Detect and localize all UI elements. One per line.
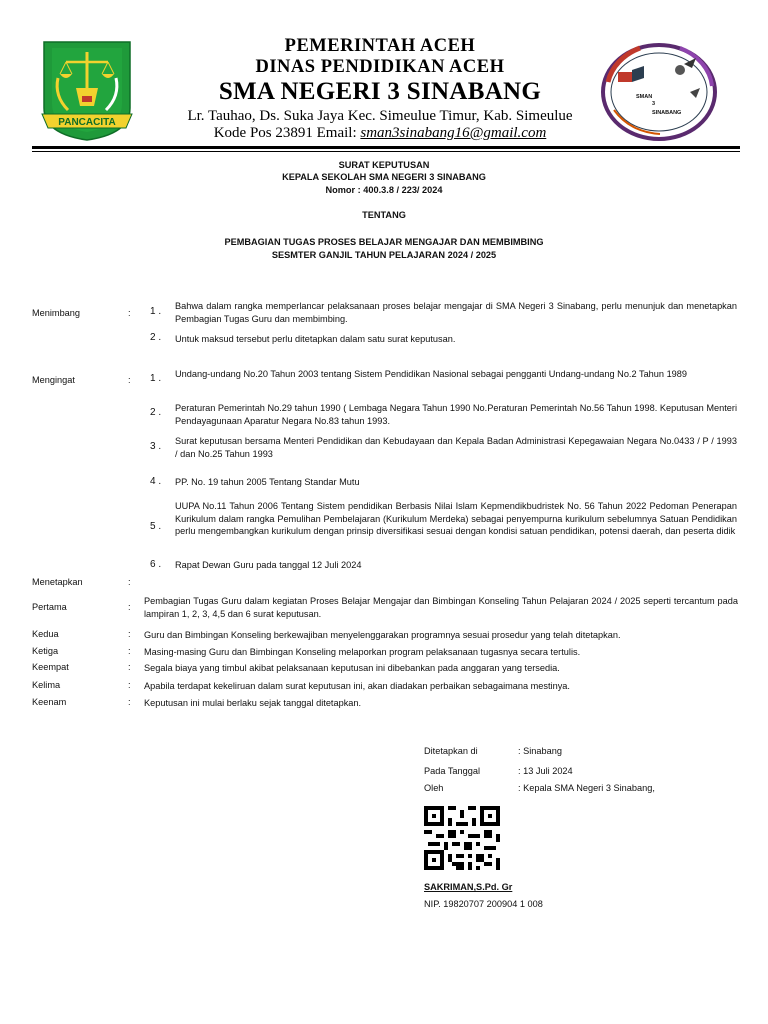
menimbang-label: Menimbang	[32, 308, 81, 318]
school-logo-text-3: SINABANG	[652, 110, 682, 116]
school-email: sman3sinabang16@gmail.com	[360, 125, 547, 141]
mengingat-text-2: Peraturan Pemerintah No.29 tahun 1990 ( Lembaga Negara Tahun 1990 No.Peraturan Pemerintah No.56 Tahun 1998. Keputusan Menteri Pendayagunaan Aparatur Negara No.83 tahun 1993.	[175, 403, 737, 426]
school-logo-text-1: SMAN	[636, 94, 653, 100]
doc-issuer: KEPALA SEKOLAH SMA NEGERI 3 SINABANG	[282, 172, 486, 182]
decision-colon-6: :	[128, 697, 131, 707]
sig-place-value: : Sinabang	[518, 746, 562, 756]
mengingat-text-6: Rapat Dewan Guru pada tanggal 12 Juli 2024	[175, 560, 362, 570]
school-logo	[600, 42, 718, 142]
letterhead-line-1: PEMERINTAH ACEH	[284, 36, 476, 56]
decision-label-1: Pertama	[32, 602, 67, 612]
decision-colon-2: :	[128, 629, 131, 639]
menimbang-text-1: Bahwa dalam rangka memperlancar pelaksanaan proses belajar mengajar di SMA Negeri 3 Sinabang, perlu menunjuk dan menetapkan Pembagian Tugas Guru dan membimbing.	[175, 301, 737, 324]
signatory-nip: NIP. 19820707 200904 1 008	[424, 899, 543, 909]
mengingat-text-4: PP. No. 19 tahun 2005 Tentang Standar Mutu	[175, 477, 360, 487]
doc-number: Nomor : 400.3.8 / 223/ 2024	[325, 185, 443, 195]
menetapkan-colon: :	[128, 577, 131, 587]
decision-label-5: Kelima	[32, 680, 61, 690]
mengingat-text-5: UUPA No.11 Tahun 2006 Tentang Sistem pendidikan Berbasis Nilai Islam Kepmendikbudristek No. 56 Tahun 2022 Pedoman Penerapan Kurikulum dalam rangka Pemulihan Pembelajaran (Kurikulum Merdeka) sebagai penyempurna kurikulum sebelumnya Satuan Pendidikan perlu mengembangkan kurikulum dengan prinsip diversifikasi sesuai dengan kondisi satuan pendidikan, potensi daerah, dan peserta didik	[175, 501, 737, 536]
doc-type: SURAT KEPUTUSAN	[338, 160, 430, 170]
sig-date-label: Pada Tanggal	[424, 766, 481, 776]
decision-text-2: Guru dan Bimbingan Konseling berkewajiban menyelenggarakan programnya sesuai prosedur yang telah ditetapkan.	[144, 630, 621, 640]
sig-by-value: : Kepala SMA Negeri 3 Sinabang,	[518, 783, 655, 793]
menimbang-colon: :	[128, 308, 131, 318]
decision-text-3: Masing-masing Guru dan Bimbingan Konseling melaporkan program pelaksanaan tugasnya secara tertulis.	[144, 647, 581, 657]
letterhead-rule-thick	[32, 146, 740, 149]
signatory-name: SAKRIMAN,S.Pd. Gr	[424, 882, 513, 892]
sig-date-value: : 13 Juli 2024	[518, 766, 573, 776]
decision-label-4: Keempat	[32, 662, 69, 672]
menetapkan-label: Menetapkan	[32, 577, 83, 587]
mengingat-num-1: 1 .	[150, 373, 162, 384]
decision-label-3: Ketiga	[32, 646, 59, 656]
decision-text-1: Pembagian Tugas Guru dalam kegiatan Proses Belajar Mengajar dan Bimbingan Konseling Tahun Pelajaran 2024 / 2025 seperti tercantum pada lampiran 1, 2, 3, 4,5 dan 6 surat keputusan.	[144, 596, 738, 619]
menimbang-num-1: 1 .	[150, 306, 162, 317]
mengingat-colon: :	[128, 375, 131, 385]
postal-email-line	[150, 125, 610, 142]
decision-label-2: Kedua	[32, 629, 59, 639]
mengingat-num-6: 6 .	[150, 559, 162, 570]
menimbang-num-2: 2 .	[150, 332, 162, 343]
decision-text-4: Segala biaya yang timbul akibat pelaksanaan keputusan ini dibebankan pada anggaran yang tersedia.	[144, 663, 560, 673]
letterhead-rule-thin	[32, 151, 740, 152]
sig-by-label: Oleh	[424, 783, 444, 793]
decision-colon-1: :	[128, 602, 131, 612]
doc-subject-1: PEMBAGIAN TUGAS PROSES BELAJAR MENGAJAR DAN MEMBIMBING	[224, 237, 544, 247]
decision-label-6: Keenam	[32, 697, 67, 707]
sig-place-label: Ditetapkan di	[424, 746, 478, 756]
school-logo-text-2: 3	[652, 101, 656, 107]
decision-colon-5: :	[128, 680, 131, 690]
qr-code	[424, 806, 500, 870]
pancacita-logo	[38, 38, 136, 142]
school-address: Lr. Tauhao, Ds. Suka Jaya Kec. Simeulue Timur, Kab. Simeulue	[187, 108, 573, 124]
decision-colon-3: :	[128, 646, 131, 656]
mengingat-num-4: 4 .	[150, 476, 162, 487]
mengingat-text-1: Undang-undang No.20 Tahun 2003 tentang Sistem Pendidikan Nasional sebagai pengganti Undang-undang No.2 Tahun 1989	[175, 369, 688, 379]
doc-subject-2: SESMTER GANJIL TAHUN PELAJARAN 2024 / 2025	[271, 250, 497, 260]
postal-code: Kode Pos 23891 Email:	[213, 125, 361, 141]
menimbang-text-2: Untuk maksud tersebut perlu ditetapkan dalam satu surat keputusan.	[175, 334, 456, 344]
mengingat-text-3: Surat keputusan bersama Menteri Pendidikan dan Kebudayaan dan Kepala Badan Administrasi Kepegawaian Negara No.0433 / P / 1993 / dan No.25 Tahun 1993	[175, 436, 737, 459]
decision-text-6: Keputusan ini mulai berlaku sejak tanggal ditetapkan.	[144, 698, 362, 708]
mengingat-num-2: 2 .	[150, 407, 162, 418]
letterhead-line-2: DINAS PENDIDIKAN ACEH	[255, 57, 505, 77]
decision-text-5: Apabila terdapat kekeliruan dalam surat keputusan ini, akan diadakan perbaikan sebagaimana mestinya.	[144, 681, 570, 691]
school-name: SMA NEGERI 3 SINABANG	[218, 78, 542, 105]
decision-colon-4: :	[128, 662, 131, 672]
mengingat-label: Mengingat	[32, 375, 75, 385]
mengingat-num-3: 3 .	[150, 441, 162, 452]
letterhead	[150, 36, 610, 142]
pancacita-label: PANCACITA	[58, 117, 116, 128]
mengingat-num-5: 5 .	[150, 521, 162, 532]
doc-about: TENTANG	[362, 210, 406, 220]
